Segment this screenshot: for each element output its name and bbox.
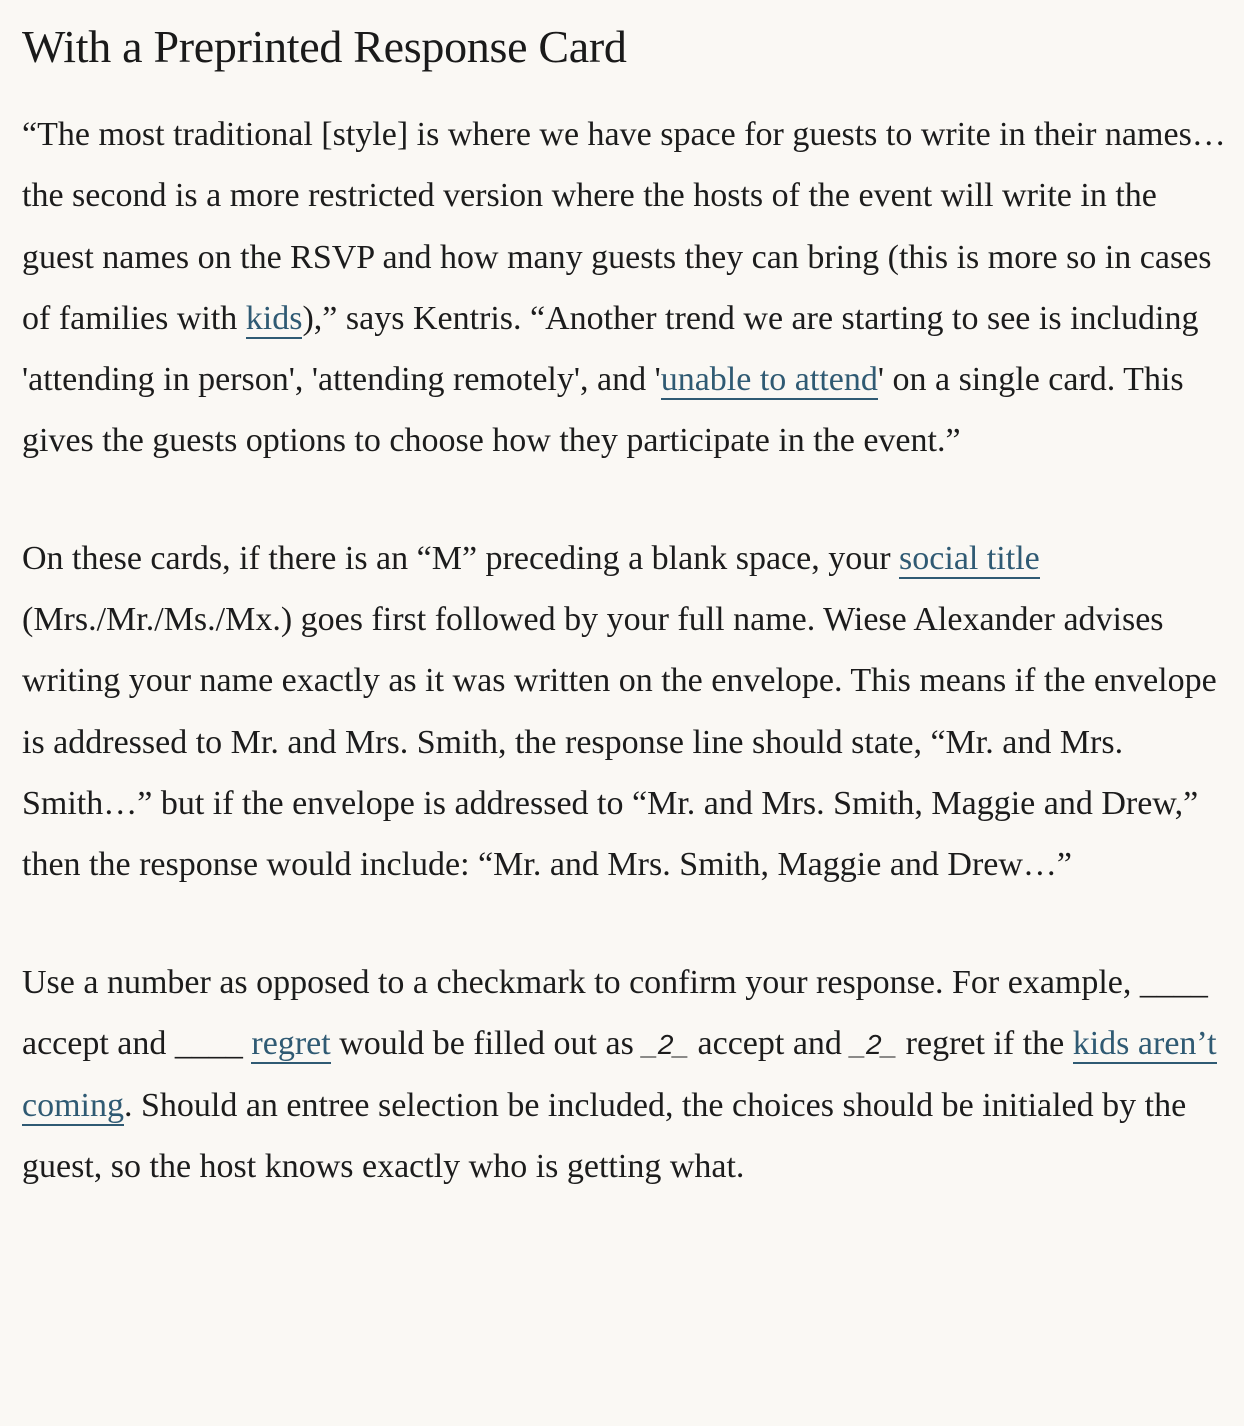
- paragraph-text: would be filled out as: [330, 1024, 643, 1062]
- paragraph-text: . Should an entree selection be included, the choices should be initialed by the guest, so the host knows exactly who is getting what.: [22, 1087, 1187, 1186]
- link-regret[interactable]: regret: [251, 1024, 331, 1062]
- paragraph-text: “The most traditional [style] is where we have space for guests to write in their names…the second is a more restricted version where the hosts of the event will write in the guest names on the RSVP and how many guests they can bring (this is more so in cases of families with: [22, 116, 1226, 337]
- paragraph-text: (Mrs./Mr./Ms./Mx.) goes first followed by your full name. Wiese Alexander advises writing your name exactly as it was written on the envelope. This means if the envelope is addressed to Mr. and Mrs. Smith, the response line should state, “Mr. and Mrs. Smith…” but if the envelope is addressed to “Mr. and Mrs. Smith, Maggie and Drew,” then the response would include: “Mr. and Mrs. Smith, Maggie and Drew…”: [22, 601, 1217, 884]
- paragraph-text: On these cards, if there is an “M” preceding a blank space, your: [22, 539, 900, 577]
- paragraph-text: regret if the: [897, 1024, 1073, 1062]
- section-title: With a Preprinted Response Card: [22, 21, 627, 72]
- filled-blank-number: _2_: [642, 1028, 690, 1060]
- paragraph-text: ' on a single card. This gives the guests options to choose how they participate in the event.”: [22, 361, 1184, 460]
- link-unable-to-attend[interactable]: unable to attend: [660, 361, 878, 399]
- link-kids-arent-coming[interactable]: kids aren’t coming: [22, 1024, 1217, 1125]
- paragraph-social-title: [22, 528, 1232, 896]
- link-social-title[interactable]: social title: [899, 539, 1040, 577]
- paragraph-text: ),” says Kentris. “Another trend we are starting to see is including 'attending in person', 'attending remotely', and ': [22, 299, 1199, 399]
- filled-blank-number: _2_: [850, 1028, 898, 1060]
- link-kids[interactable]: kids: [245, 299, 303, 337]
- blank-line: ____: [1139, 963, 1208, 1001]
- paragraph-text: Use a number as opposed to a checkmark to confirm your response. For example,: [22, 963, 1140, 1001]
- paragraph-text: accept and: [22, 1024, 175, 1062]
- blank-line: ____: [174, 1024, 243, 1062]
- paragraph-number-response: [22, 952, 1232, 1198]
- paragraph-text: accept and: [689, 1024, 851, 1062]
- paragraph-quote-kentris: [22, 104, 1232, 472]
